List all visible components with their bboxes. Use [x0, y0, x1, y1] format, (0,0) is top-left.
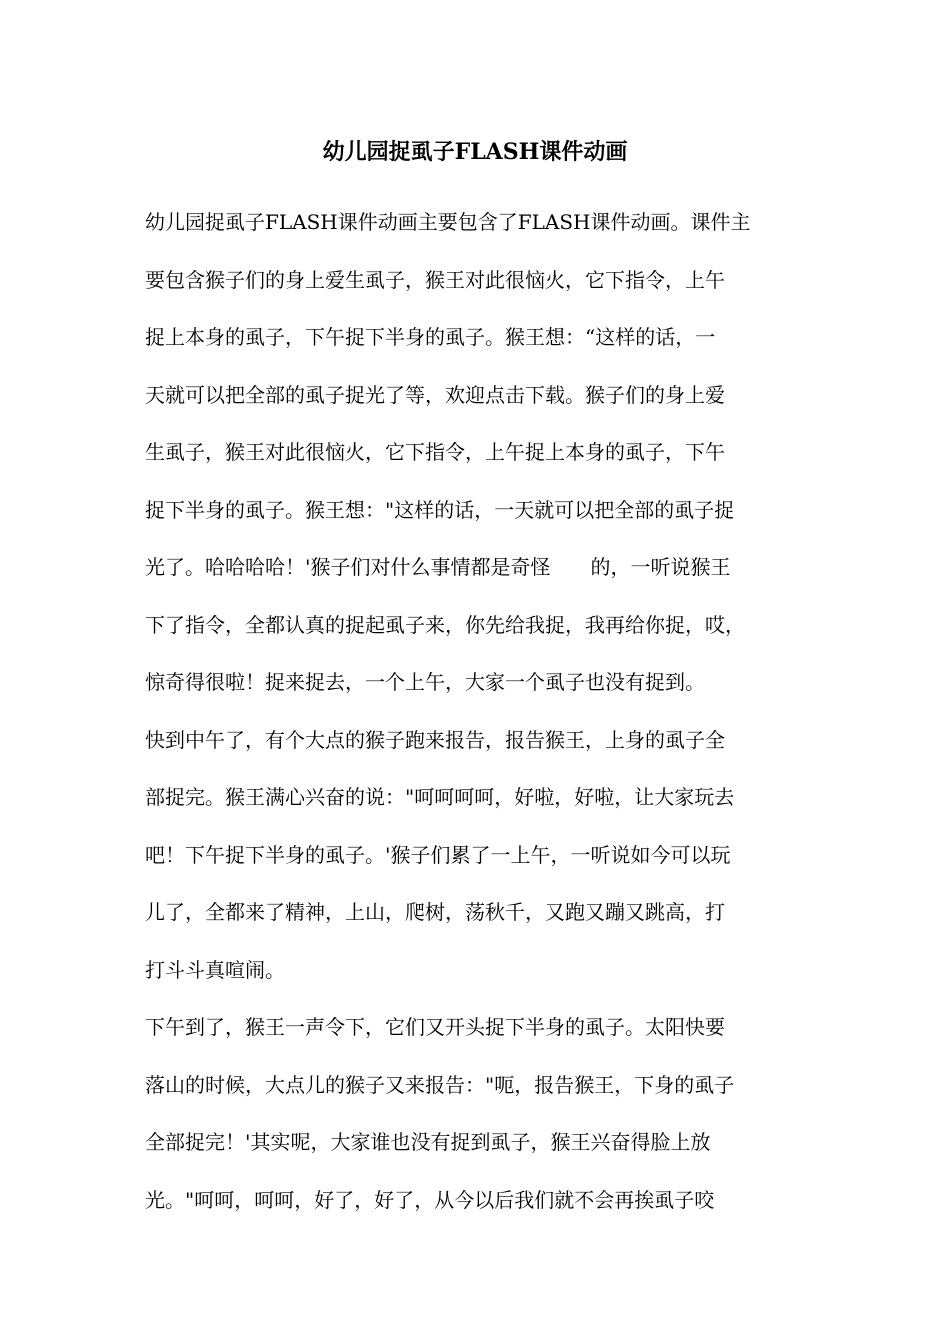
body-line: 打斗斗真喧闹。: [145, 957, 285, 982]
body-line: 部捉完。猴王满心兴奋的说："呵呵呵呵，好啦，好啦，让大家玩去: [145, 785, 735, 809]
body-line: 光。"呵呵，呵呵，好了，好了，从今以后我们就不会再挨虱子咬: [145, 1187, 715, 1212]
body-line: 儿了，全都来了精神，上山，爬树，荡秋千，又跑又蹦又跳高，打: [145, 900, 725, 924]
body-line: 幼儿园捉虱子FLASH课件动画主要包含了FLASH课件动画。课件主: [145, 210, 751, 234]
body-line: 落山的时候，大点儿的猴子又来报告："呃，报告猴王，下身的虱子: [145, 1072, 735, 1097]
body-line: 捉上本身的虱子，下午捉下半身的虱子。猴王想：“这样的话，一: [145, 325, 716, 349]
document-title: 幼儿园捉虱子FLASH课件动画: [322, 139, 628, 165]
body-line: 天就可以把全部的虱子捉光了等，欢迎点击下载。猴子们的身上爱: [145, 382, 725, 407]
body-line: 捉下半身的虱子。猴王想："这样的话，一天就可以把全部的虱子捉: [145, 497, 735, 522]
body-line: 惊奇得很啦！捉来捉去，一个上午，大家一个虱子也没有捉到。: [145, 670, 705, 694]
body-line: 生虱子，猴王对此很恼火，它下指令，上午捉上本身的虱子，下午: [145, 440, 725, 464]
body-line: 全部捉完！'其实呢，大家谁也没有捉到虱子，猴王兴奋得脸上放: [145, 1130, 711, 1154]
body-line: 下了指令，全都认真的捉起虱子来，你先给我捉，我再给你捉，哎，: [145, 612, 745, 637]
body-line: 光了。哈哈哈哈！'猴子们对什么事情都是奇怪 的，一听说猴王: [145, 555, 731, 579]
document-body: [145, 204, 825, 1239]
body-line: 吧！下午捉下半身的虱子。'猴子们累了一上午，一听说如今可以玩: [145, 842, 731, 867]
body-line: 要包含猴子们的身上爱生虱子，猴王对此很恼火，它下指令，上午: [145, 267, 725, 292]
body-line: 快到中午了，有个大点的猴子跑来报告，报告猴王，上身的虱子全: [145, 727, 725, 752]
body-line: 下午到了，猴王一声令下，它们又开头捉下半身的虱子。太阳快要: [145, 1015, 725, 1039]
